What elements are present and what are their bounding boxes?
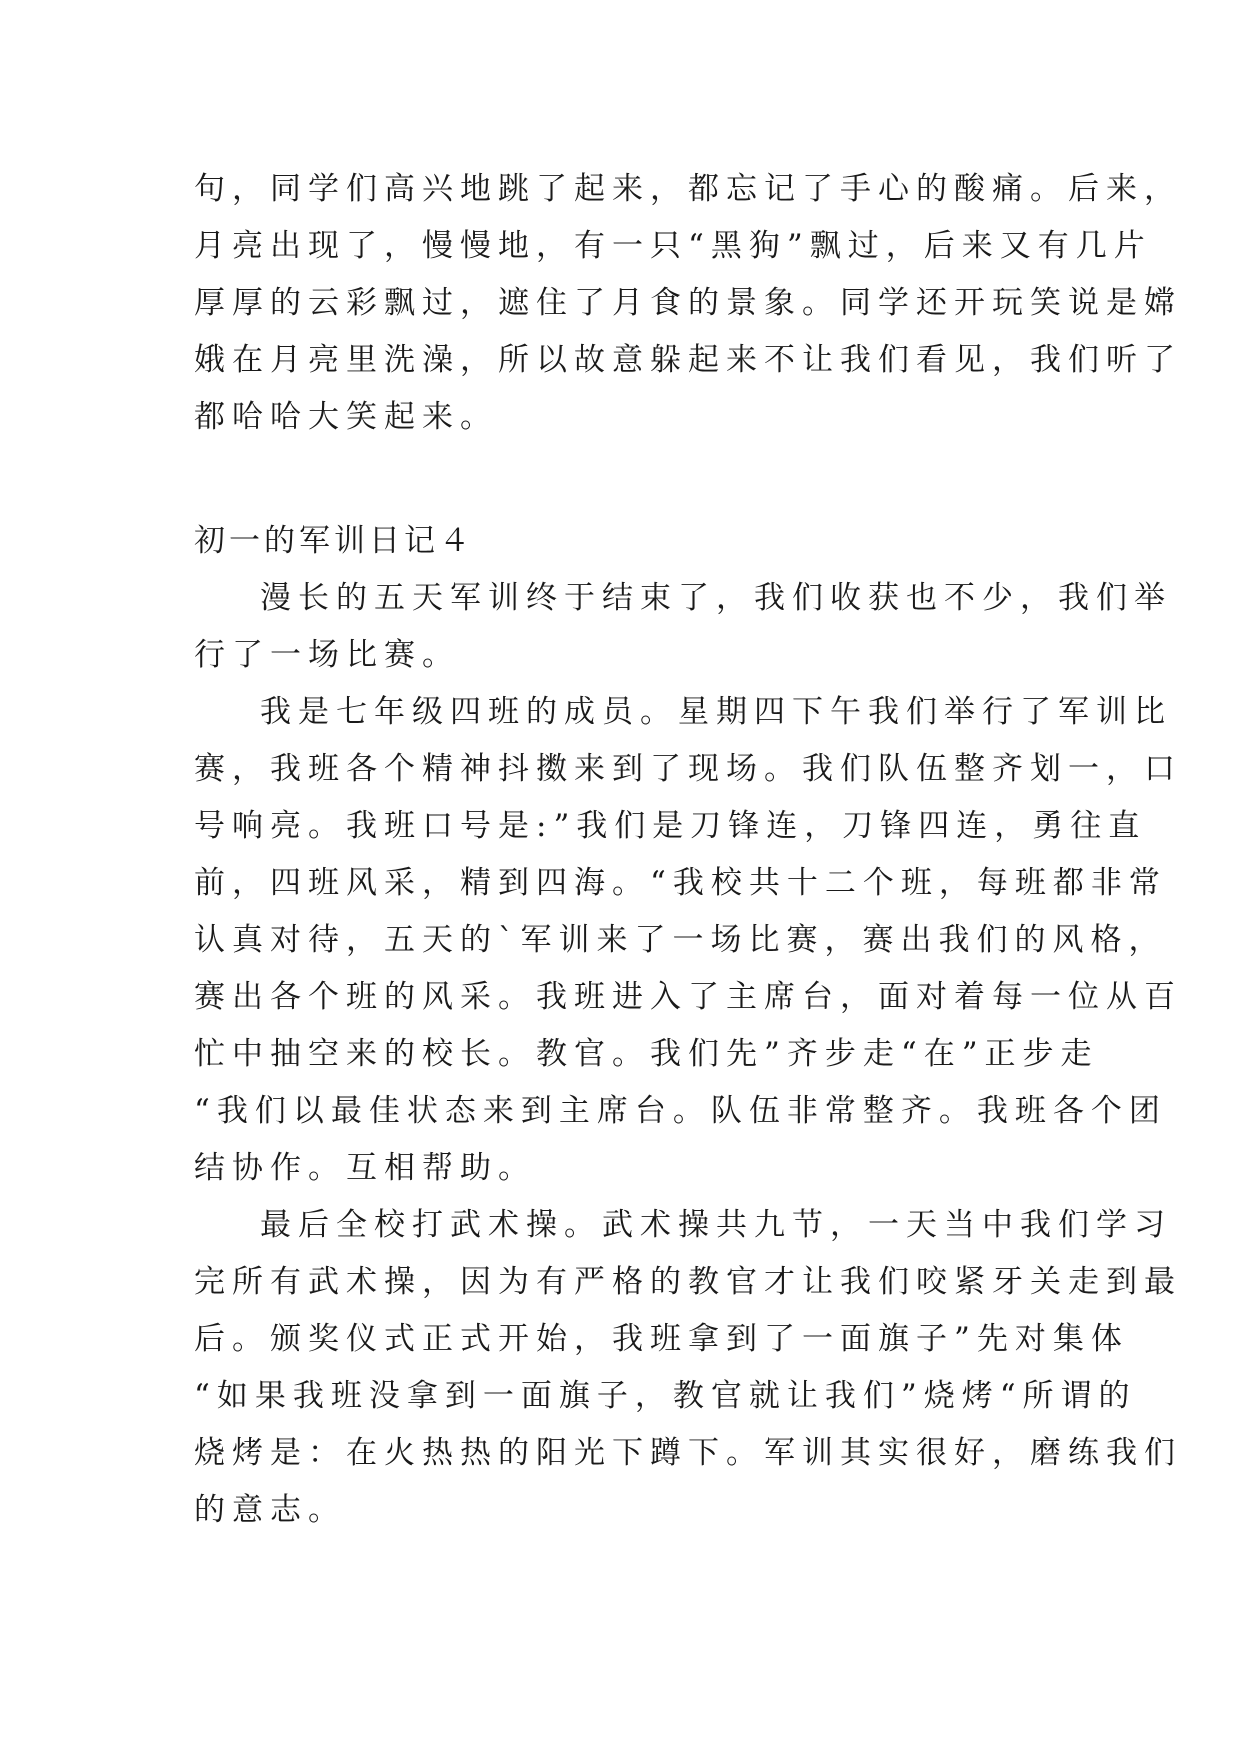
paragraph-line: 认真对待，五天的`军训来了一场比赛，赛出我们的风格， <box>194 922 1167 958</box>
paragraph-line: 赛出各个班的风采。我班进入了主席台，面对着每一位从百 <box>194 979 1182 1015</box>
paragraph-line: 后。颁奖仪式正式开始，我班拿到了一面旗子”先对集体 <box>194 1321 1129 1357</box>
paragraph-line: 我是七年级四班的成员。星期四下午我们举行了军训比 <box>260 694 1172 730</box>
paragraph-line: 前，四班风采，精到四海。“我校共十二个班，每班都非常 <box>194 865 1167 901</box>
paragraph-line: 烧烤是：在火热热的阳光下蹲下。军训其实很好，磨练我们 <box>194 1435 1182 1471</box>
paragraph-line: 句，同学们高兴地跳了起来，都忘记了手心的酸痛。后来， <box>194 171 1182 207</box>
paragraph-line: 厚厚的云彩飘过，遮住了月食的景象。同学还开玩笑说是嫦 <box>194 285 1182 321</box>
paragraph-line: 的意志。 <box>194 1492 346 1528</box>
paragraph-3 <box>194 1197 1182 1539</box>
paragraph-line: 赛，我班各个精神抖擞来到了现场。我们队伍整齐划一，口 <box>194 751 1182 787</box>
section-title-text: 初一的军训日记４ <box>194 523 474 559</box>
paragraph-line: 漫长的五天军训终于结束了，我们收获也不少，我们举 <box>260 580 1172 616</box>
paragraph-line: 行了一场比赛。 <box>194 637 460 673</box>
paragraph-line: 完所有武术操，因为有严格的教官才让我们咬紧牙关走到最 <box>194 1264 1182 1300</box>
continuation-paragraph <box>194 161 1182 446</box>
paragraph-line: 娥在月亮里洗澡，所以故意躲起来不让我们看见，我们听了 <box>194 342 1182 378</box>
paragraph-line: “如果我班没拿到一面旗子，教官就让我们”烧烤“所谓的 <box>194 1378 1137 1414</box>
paragraph-line: 最后全校打武术操。武术操共九节，一天当中我们学习 <box>260 1207 1172 1243</box>
paragraph-line: 月亮出现了，慢慢地，有一只“黑狗”飘过，后来又有几片 <box>194 228 1152 264</box>
paragraph-line: 号响亮。我班口号是:”我们是刀锋连，刀锋四连，勇往直 <box>194 808 1147 844</box>
paragraph-line: “我们以最佳状态来到主席台。队伍非常整齐。我班各个团 <box>194 1093 1167 1129</box>
paragraph-line: 忙中抽空来的校长。教官。我们先”齐步走“在”正步走 <box>194 1036 1099 1072</box>
paragraph-line: 结协作。互相帮助。 <box>194 1150 536 1186</box>
section-title <box>194 513 1054 570</box>
paragraph-1 <box>194 570 1172 684</box>
paragraph-2 <box>194 684 1182 1197</box>
paragraph-line: 都哈哈大笑起来。 <box>194 399 498 435</box>
